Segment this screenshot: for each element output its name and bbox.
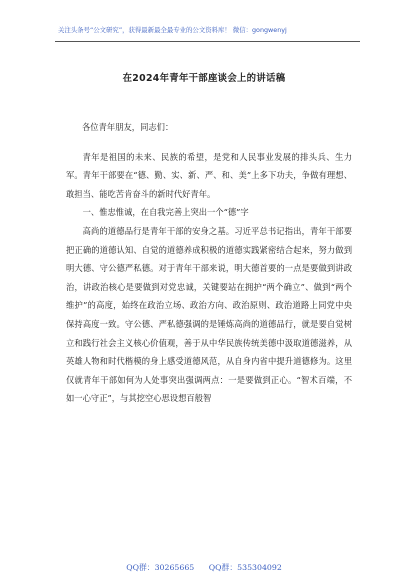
header-notice: 关注头条号“公文研究”，获得最新最全最专业的公文资料库！ 微信：gongwenyj [58,26,287,34]
header-divider [55,41,360,42]
paragraph: 高尚的道德品行是青年干部的安身之基。习近平总书记指出，青年干部要把正确的道德认知、自觉的道德养成积极的道德实践紧密结合起来，努力做到明大德、守公德严私德。对于青年干部来说，明大德首要的一点是要做到讲政治，讲政治核心是要做到对党忠诚，关键要站在拥护“两个确立”、做到“两个维护”的高度，始终在政治立场、政治方向、政治原则、政治道路上同党中央保持高度一致。守公德、严私德强调的是锤炼高尚的道德品行，就是要自觉树立和践行社会主义核心价值观，善于从中华民族传统美德中汲取道德滋养，从英雄人物和时代楷模的身上感受道德风范，从自身内省中提升道德修为。这里仅就青年干部如何为人处事突出强调两点：一是要做到正心。“智术百端，不如一心守正”，与其挖空心思设想百般智 [66,225,352,404]
document-body [66,118,352,408]
paragraph: 青年是祖国的未来、民族的希望，是党和人民事业发展的排头兵、生力军。青年干部要在“德、勤、实、新、严、和、美”上多下功夫，争做有理想、敢担当、能吃苦肯奋斗的新时代好青年。 [66,151,352,199]
qq-group-1: QQ群：30265665 [126,563,195,572]
footer [0,562,408,573]
qq-group-2: QQ群：535304092 [208,563,282,572]
document-title: 在2024年青年干部座谈会上的讲话稿 [122,73,286,84]
section-heading: 一、惟忠惟诚，在自我完善上突出一个“德”字 [82,207,249,218]
salutation: 各位青年朋友，同志们： [82,122,174,132]
